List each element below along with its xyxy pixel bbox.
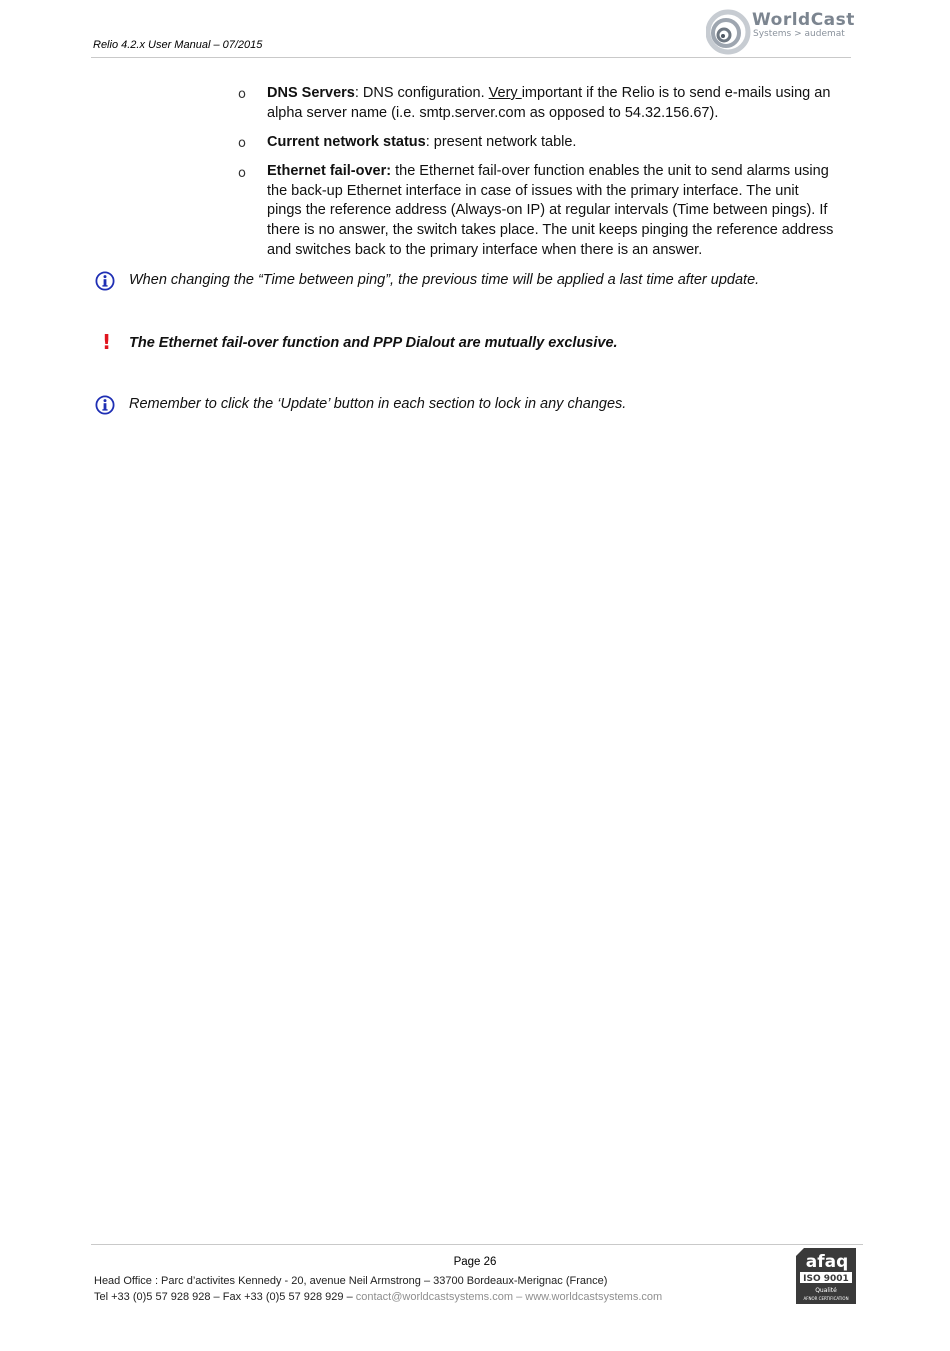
item-line: there is no answer, the switch takes place. The unit keeps pinging the reference address: [267, 222, 834, 239]
info-note-ping: When changing the “Time between ping”, the previous time will be applied a last time after update.: [129, 272, 760, 288]
item-line: [267, 84, 849, 104]
bullet-marker: o: [238, 87, 246, 102]
badge-qualite-text: Qualité: [815, 1287, 837, 1294]
header-divider: [91, 57, 851, 58]
footer-divider: [91, 1244, 863, 1245]
info-icon: [95, 395, 115, 415]
item-term: DNS Servers: [267, 85, 355, 101]
contact-line: [94, 1291, 662, 1303]
list-item-dns-servers: [267, 84, 849, 123]
item-text: : DNS configuration.: [354, 85, 489, 101]
info-icon: [95, 271, 115, 291]
worldcast-swirl-icon: [706, 5, 756, 55]
badge-afaq-text: afaq: [805, 1252, 849, 1272]
afaq-iso-9001-badge: [796, 1248, 856, 1304]
badge-afnor-text: AFNOR CERTIFICATION: [803, 1296, 849, 1301]
list-item-network-status: [267, 133, 849, 153]
item-text: the Ethernet fail-over function enables the unit to send alarms using: [391, 163, 829, 179]
item-line: the back-up Ethernet interface in case of issues with the primary interface. The unit: [267, 182, 799, 199]
item-line: and switches back to the primary interface when there is an answer.: [267, 241, 703, 258]
bullet-marker: o: [238, 136, 246, 151]
info-note-update: Remember to click the ‘Update’ button in each section to lock in any changes.: [129, 396, 627, 412]
list-item-ethernet-failover: [267, 162, 849, 261]
logo-wordmark: WorldCast: [752, 10, 855, 30]
underlined-word: Very: [488, 85, 522, 101]
website-link[interactable]: www.worldcastsystems.com: [525, 1291, 663, 1303]
warning-note-exclusive: The Ethernet fail-over function and PPP Dialout are mutually exclusive.: [129, 335, 618, 351]
item-line: pings the reference address (Always-on IP) at regular intervals (Time between pings). If: [267, 202, 828, 219]
logo-subtitle: Systems > audemat: [753, 29, 845, 39]
separator: –: [513, 1291, 526, 1303]
item-text: : present network table.: [425, 134, 577, 150]
warning-icon: !: [102, 330, 112, 354]
page-number: Page 26: [453, 1256, 497, 1268]
item-term: Ethernet fail-over:: [267, 163, 392, 179]
item-line: alpha server name (i.e. smtp.server.com as opposed to 54.32.156.67).: [267, 104, 719, 121]
bullet-marker: o: [238, 166, 246, 181]
item-line: [267, 133, 849, 153]
item-text: important if the Relio is to send e-mails using an: [521, 85, 831, 101]
item-line: [267, 162, 849, 182]
badge-iso-text: ISO 9001: [803, 1274, 849, 1284]
email-link[interactable]: contact@worldcastsystems.com: [355, 1291, 514, 1303]
document-title: Relio 4.2.x User Manual – 07/2015: [93, 39, 263, 51]
item-term: Current network status: [267, 134, 426, 150]
office-address: Head Office : Parc d’activites Kennedy - 20, avenue Neil Armstrong – 33700 Bordeaux-Merignac (France): [94, 1275, 608, 1287]
phone-fax: Tel +33 (0)5 57 928 928 – Fax +33 (0)5 57 928 929 –: [94, 1291, 356, 1303]
